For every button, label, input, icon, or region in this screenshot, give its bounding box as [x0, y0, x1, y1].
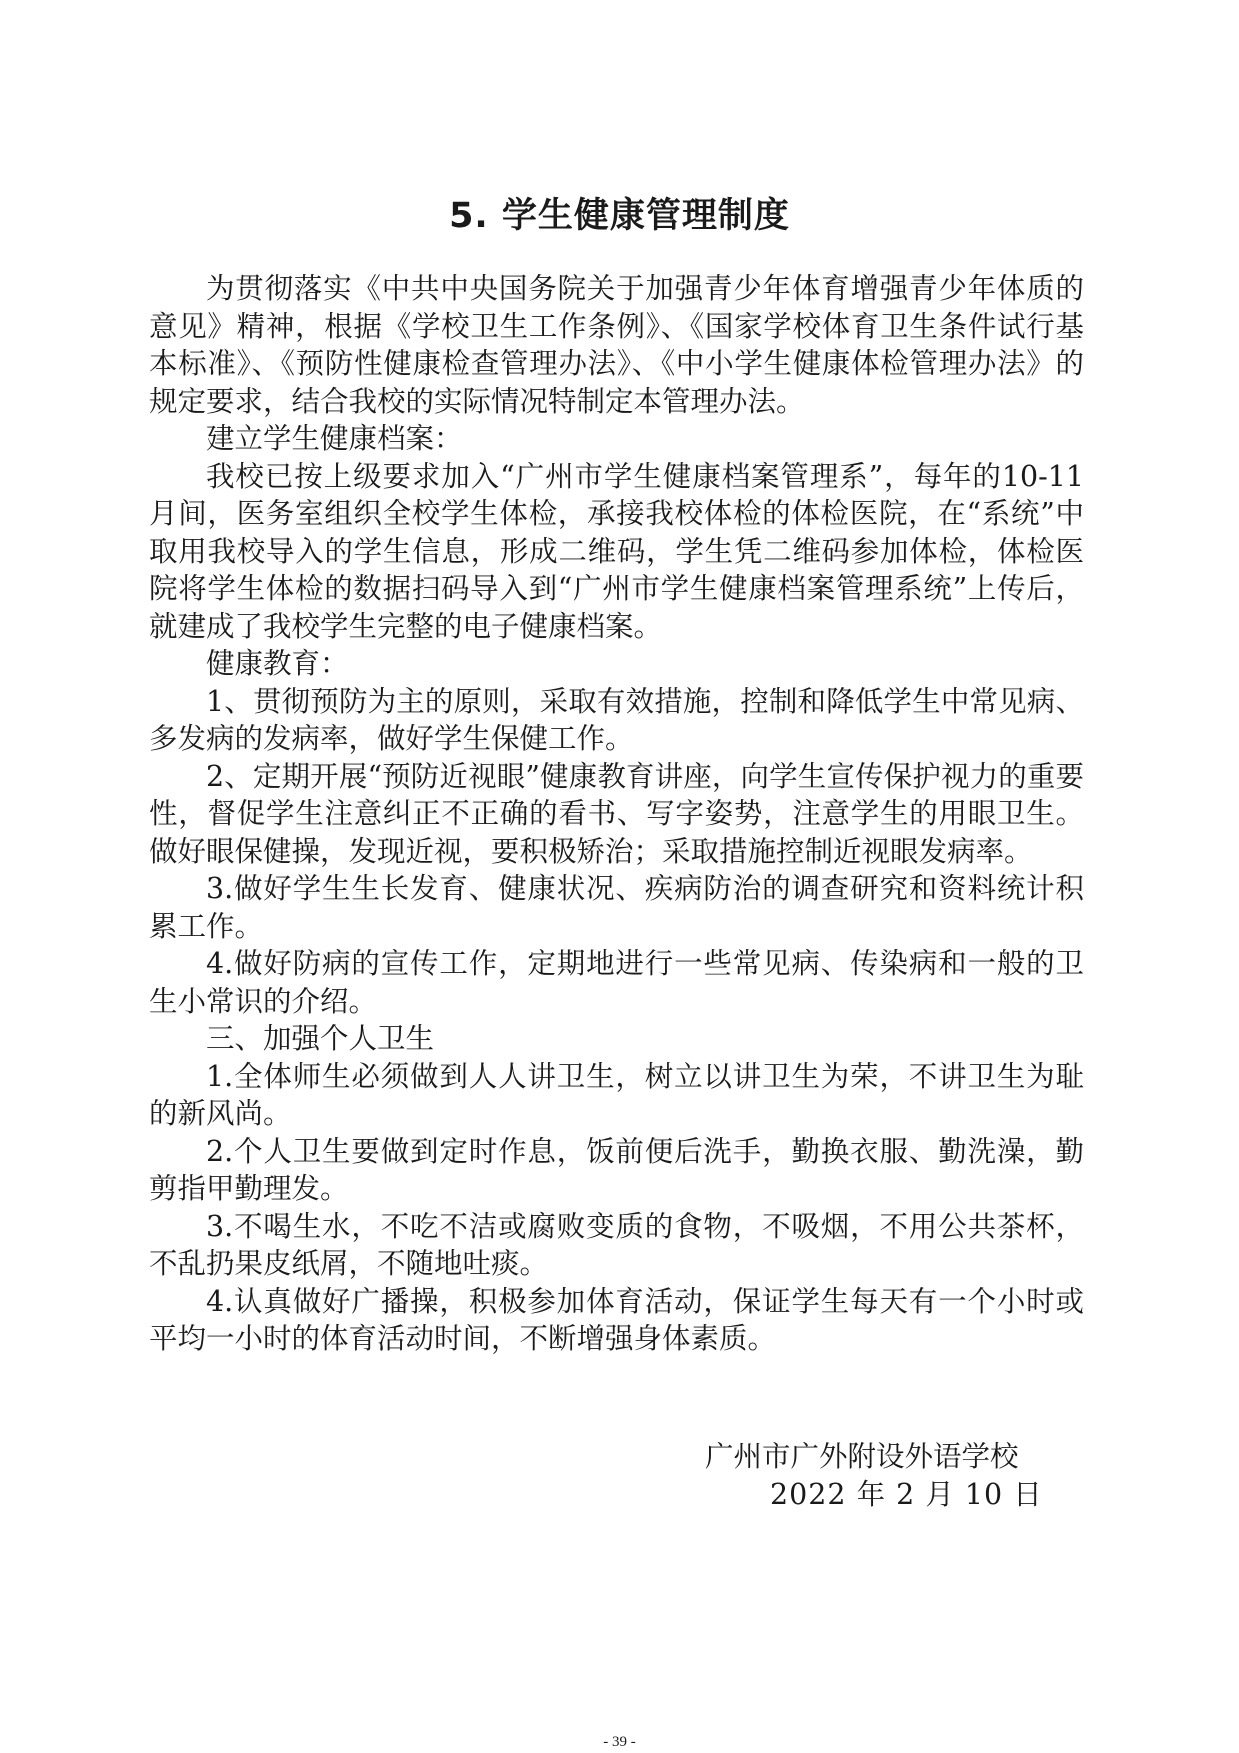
- list-item: 3.不喝生水，不吃不洁或腐败变质的食物，不吸烟，不用公共茶杯，不乱扔果皮纸屑，不随地吐痰。: [149, 1209, 1084, 1280]
- signature-organization: 广州市广外附设外语学校: [705, 1440, 1019, 1473]
- heading-health-records: 建立学生健康档案：: [206, 422, 463, 455]
- page-number: - 39 -: [603, 1734, 636, 1750]
- list-item: 4.认真做好广播操，积极参加体育活动，保证学生每天有一个小时或平均一小时的体育活动时间，不断增强身体素质。: [149, 1284, 1084, 1355]
- list-item: 1.全体师生必须做到人人讲卫生，树立以讲卫生为荣，不讲卫生为耻的新风尚。: [149, 1059, 1084, 1130]
- paragraph-health-records: 我校已按上级要求加入“广州市学生健康档案管理系”，每年的10-11月间，医务室组织全校学生体检，承接我校体检的体检医院，在“系统”中取用我校导入的学生信息，形成二维码，学生凭二维码参加体检，体检医院将学生体检的数据扫码导入到“广州市学生健康档案管理系统”上传后，就建成了我校学生完整的电子健康档案。: [149, 459, 1084, 643]
- signature-block: [700, 1438, 1060, 1514]
- list-item: 3.做好学生生长发育、健康状况、疾病防治的调查研究和资料统计积累工作。: [149, 872, 1084, 943]
- list-item: 2.个人卫生要做到定时作息，饭前便后洗手，勤换衣服、勤洗澡，勤剪指甲勤理发。: [149, 1134, 1084, 1205]
- paragraph-intro: 为贯彻落实《中共中央国务院关于加强青少年体育增强青少年体质的意见》精神，根据《学校卫生工作条例》、《国家学校体育卫生条件试行基本标准》、《预防性健康检查管理办法》、《中小学生健康体检管理办法》的规定要求，结合我校的实际情况特制定本管理办法。: [149, 272, 1084, 418]
- list-item: 4.做好防病的宣传工作，定期地进行一些常见病、传染病和一般的卫生小常识的介绍。: [149, 947, 1084, 1018]
- heading-health-education: 健康教育：: [206, 647, 349, 680]
- document-title: 5. 学生健康管理制度: [449, 196, 790, 236]
- heading-personal-hygiene: 三、加强个人卫生: [206, 1022, 435, 1055]
- list-item: 1、贯彻预防为主的原则，采取有效措施，控制和降低学生中常见病、多发病的发病率，做好学生保健工作。: [149, 684, 1084, 755]
- document-body: [149, 270, 1084, 1358]
- signature-date: 2022 年 2 月 10 日: [770, 1478, 1043, 1511]
- list-item: 2、定期开展“预防近视眼”健康教育讲座，向学生宣传保护视力的重要性，督促学生注意纠正不正确的看书、写字姿势，注意学生的用眼卫生。做好眼保健操，发现近视，要积极矫治；采取措施控制近视眼发病率。: [149, 759, 1084, 868]
